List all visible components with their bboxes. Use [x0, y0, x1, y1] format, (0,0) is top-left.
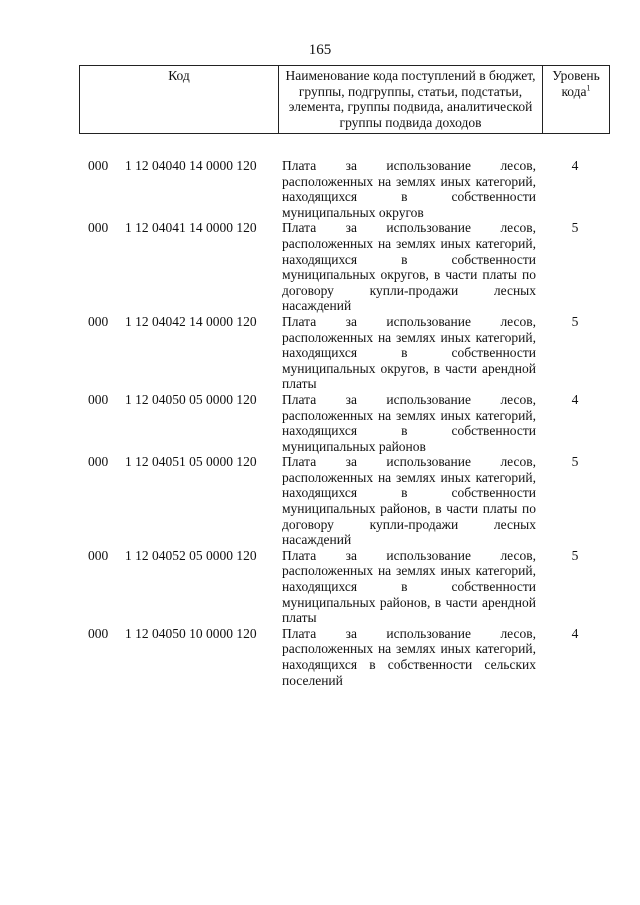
header-name: Наименование кода поступлений в бюджет, группы, подгруппы, статьи, подстатьи, элемента, группы подвида, аналитической группы подвида доходов	[279, 66, 543, 134]
header-level-tail: а	[580, 83, 587, 99]
row-code: 1 12 04042 14 0000 120	[125, 313, 257, 329]
row-code: 1 12 04052 05 0000 120	[125, 547, 257, 563]
row-prefix: 000	[88, 547, 109, 563]
row-level: 5	[571, 547, 579, 563]
row-name: Плата за использование лесов, расположенных на землях иных категорий, находящихся в собственности сельских поселений	[282, 625, 536, 688]
row-name: Плата за использование лесов, расположенных на землях иных категорий, находящихся в собственности муниципальных округов	[282, 158, 536, 220]
page-number: 165	[308, 42, 332, 58]
header-level-text: Уровень код	[552, 68, 600, 99]
table-row	[0, 314, 640, 392]
row-level: 5	[571, 454, 579, 470]
table-row	[0, 626, 640, 688]
row-code: 1 12 04051 05 0000 120	[125, 454, 257, 470]
row-prefix: 000	[88, 454, 109, 470]
row-prefix: 000	[88, 391, 109, 407]
row-name: Плата за использование лесов, расположенных на землях иных категорий, находящихся в собственности муниципальных округов, в части арендной платы	[282, 313, 536, 392]
table-row	[0, 220, 640, 314]
table-body	[0, 158, 640, 688]
table-row	[0, 454, 640, 548]
row-level: 4	[571, 391, 579, 407]
row-level: 4	[571, 625, 579, 641]
row-code: 1 12 04041 14 0000 120	[125, 220, 257, 236]
row-code: 1 12 04050 10 0000 120	[125, 625, 257, 641]
row-code: 1 12 04050 05 0000 120	[125, 391, 257, 407]
table-header	[79, 65, 610, 134]
header-level	[543, 66, 610, 134]
row-name: Плата за использование лесов, расположенных на землях иных категорий, находящихся в собственности муниципальных районов	[282, 391, 536, 454]
header-code: Код	[80, 66, 279, 134]
table-row	[0, 158, 640, 220]
row-name: Плата за использование лесов, расположенных на землях иных категорий, находящихся в собственности муниципальных районов, в части арендной платы	[282, 547, 536, 626]
row-prefix: 000	[88, 625, 109, 641]
row-prefix: 000	[88, 158, 109, 173]
row-code: 1 12 04040 14 0000 120	[125, 158, 257, 173]
row-name: Плата за использование лесов, расположенных на землях иных категорий, находящихся в собственности муниципальных районов, в части платы по договору купли-продажи лесных насаждений	[282, 454, 536, 548]
row-level: 5	[571, 220, 579, 236]
header-level-footnote: 1	[586, 83, 591, 92]
row-level: 4	[571, 158, 579, 173]
row-level: 5	[571, 313, 579, 329]
row-prefix: 000	[88, 220, 109, 236]
row-prefix: 000	[88, 313, 109, 329]
table-row	[0, 548, 640, 626]
table-row	[0, 392, 640, 454]
row-name: Плата за использование лесов, расположенных на землях иных категорий, находящихся в собственности муниципальных округов, в части платы по договору купли-продажи лесных насаждений	[282, 220, 536, 314]
